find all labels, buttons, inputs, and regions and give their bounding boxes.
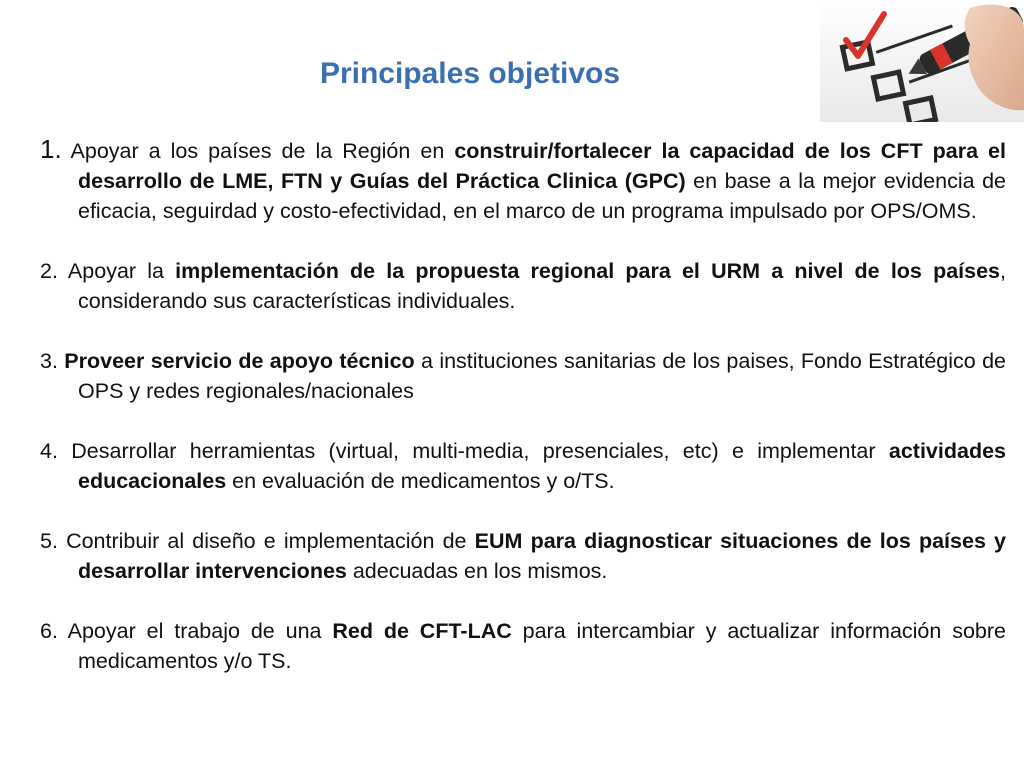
objective-highlight: construir/fortalecer la capacidad de los CFT para el desarrollo de LME, FTN y Guías del Práctica Clinica (GPC) <box>78 139 1006 193</box>
objective-text: adecuadas en los mismos. <box>346 559 608 583</box>
objective-item <box>40 616 1006 676</box>
objective-highlight: Red de CFT-LAC <box>332 619 512 643</box>
objective-item <box>40 526 1006 586</box>
objective-item <box>40 256 1006 316</box>
objective-text: Apoyar el trabajo de una <box>57 619 333 643</box>
objective-highlight: actividades educacionales <box>78 439 1006 493</box>
objective-highlight: implementación de la propuesta regional para el URM a nivel de los países <box>175 259 1001 283</box>
objective-text: en evaluación de medicamentos y o/TS. <box>226 469 615 493</box>
checklist-marker-icon <box>820 0 1024 122</box>
objective-text: para intercambiar y actualizar información sobre medicamentos y/o TS. <box>78 619 1006 673</box>
objective-number: 1. <box>40 134 62 164</box>
objective-number: 2. <box>40 259 58 283</box>
slide-title: Principales objetivos <box>319 57 621 90</box>
objective-text: Apoyar a los países de la Región en <box>61 139 455 163</box>
objective-text: , considerando sus características individuales. <box>78 259 1006 313</box>
objective-item <box>40 436 1006 496</box>
objective-text: Contribuir al diseño e implementación de <box>57 529 475 553</box>
objective-text: en base a la mejor evidencia de eficacia, seguirdad y costo-efectividad, en el marco de un programa impulsado por OPS/OMS. <box>78 169 1006 223</box>
objective-item <box>40 134 1006 226</box>
objectives-list <box>40 134 1006 706</box>
objective-item <box>40 346 1006 406</box>
objective-number: 6. <box>40 619 58 643</box>
objective-highlight: Proveer servicio de apoyo técnico <box>64 349 415 373</box>
objective-text: a instituciones sanitarias de los paises, Fondo Estratégico de OPS y redes regionales/nacionales <box>78 349 1006 403</box>
objective-highlight: EUM para diagnosticar situaciones de los países y desarrollar intervenciones <box>78 529 1006 583</box>
objective-number: 4. <box>40 439 58 463</box>
objective-number: 3. <box>40 349 58 373</box>
objective-text: Desarrollar herramientas (virtual, multi-media, presenciales, etc) e implementar <box>57 439 889 463</box>
objective-text: Apoyar la <box>57 259 176 283</box>
objective-number: 5. <box>40 529 58 553</box>
